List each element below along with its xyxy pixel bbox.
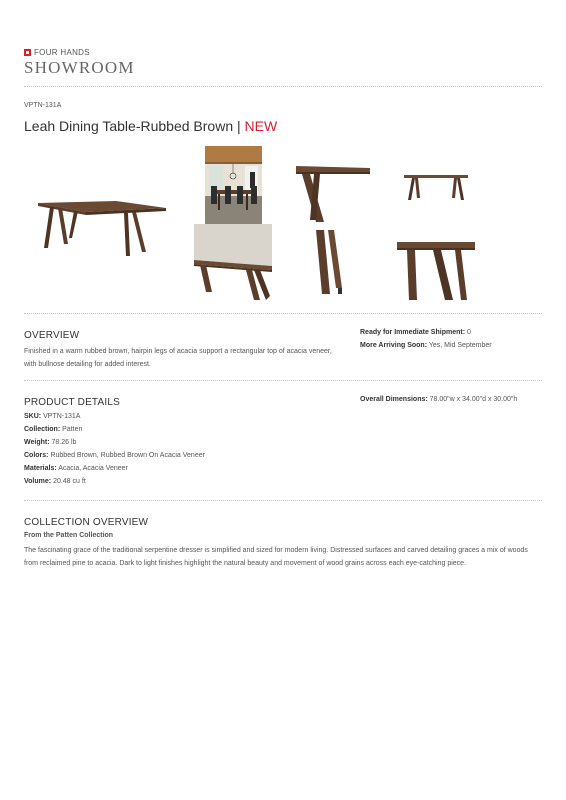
table-side-photo: [400, 170, 472, 204]
overview-heading: OVERVIEW: [24, 330, 80, 341]
collection-subheading: From the Patten Collection: [24, 532, 114, 539]
detail-row-materials: [24, 465, 128, 472]
detail-label: Weight:: [24, 439, 50, 446]
table-angle-photo: [34, 190, 170, 262]
new-badge: NEW: [244, 118, 278, 134]
brand-logo-icon: [24, 49, 31, 56]
page-title: [24, 118, 277, 134]
details-heading: PRODUCT DETAILS: [24, 397, 120, 408]
detail-value: 78.26 lb: [51, 439, 77, 446]
detail-label: Collection:: [24, 426, 61, 433]
detail-row-sku: [24, 413, 80, 420]
table-top-surface-photo: [194, 224, 272, 300]
divider: [24, 380, 542, 381]
divider: [24, 313, 542, 314]
overall-dimensions: [360, 396, 517, 403]
brand-subtitle: SHOWROOM: [24, 58, 135, 77]
table-corner-detail-photo: [294, 160, 370, 300]
detail-value: Acacia, Acacia Veneer: [58, 465, 128, 472]
arriving-label: More Arriving Soon:: [360, 342, 428, 349]
dimensions-label: Overall Dimensions:: [360, 396, 428, 403]
arriving-value: Yes, Mid September: [428, 342, 492, 349]
detail-value: Patten: [62, 426, 83, 433]
product-title: Leah Dining Table-Rubbed Brown |: [24, 118, 241, 134]
arriving-status: [360, 342, 492, 349]
collection-heading: COLLECTION OVERVIEW: [24, 517, 149, 528]
sku-code: VPTN-131A: [24, 102, 62, 109]
shipment-value: 0: [466, 329, 471, 336]
detail-value: 20.48 cu ft: [53, 478, 86, 485]
shipment-status: [360, 329, 471, 336]
table-leg-detail-photo: [397, 238, 477, 300]
brand-name: FOUR HANDS: [34, 48, 90, 57]
detail-label: Colors:: [24, 452, 49, 459]
detail-value: Rubbed Brown, Rubbed Brown On Acacia Veneer: [50, 452, 205, 459]
detail-row-collection: [24, 426, 82, 433]
collection-text: The fascinating grace of the traditional serpentine dresser is simplified and sized for modern living. Distressed surfaces and carved detailing graces a mix of woods from reclaimed pine to acacia. Dark to light finishes highlight the natural beauty and movement of wood grains across each eye-catching piece.: [24, 547, 528, 567]
brand-header: [24, 48, 135, 78]
detail-row-colors: [24, 452, 205, 459]
detail-row-volume: [24, 478, 86, 485]
brand-row: [24, 48, 135, 57]
dining-room-photo: [205, 146, 262, 224]
dimensions-value: 78.00"w x 34.00"d x 30.00"h: [429, 396, 518, 403]
detail-label: SKU:: [24, 413, 42, 420]
detail-label: Volume:: [24, 478, 52, 485]
detail-label: Materials:: [24, 465, 57, 472]
detail-row-weight: [24, 439, 76, 446]
overview-text: Finished in a warm rubbed brown, hairpin legs of acacia support a rectangular top of acacia veneer, with bullnose detailing for added interest.: [24, 348, 332, 368]
shipment-label: Ready for Immediate Shipment:: [360, 329, 466, 336]
divider: [24, 500, 542, 501]
detail-value: VPTN-131A: [43, 413, 81, 420]
divider: [24, 86, 542, 87]
